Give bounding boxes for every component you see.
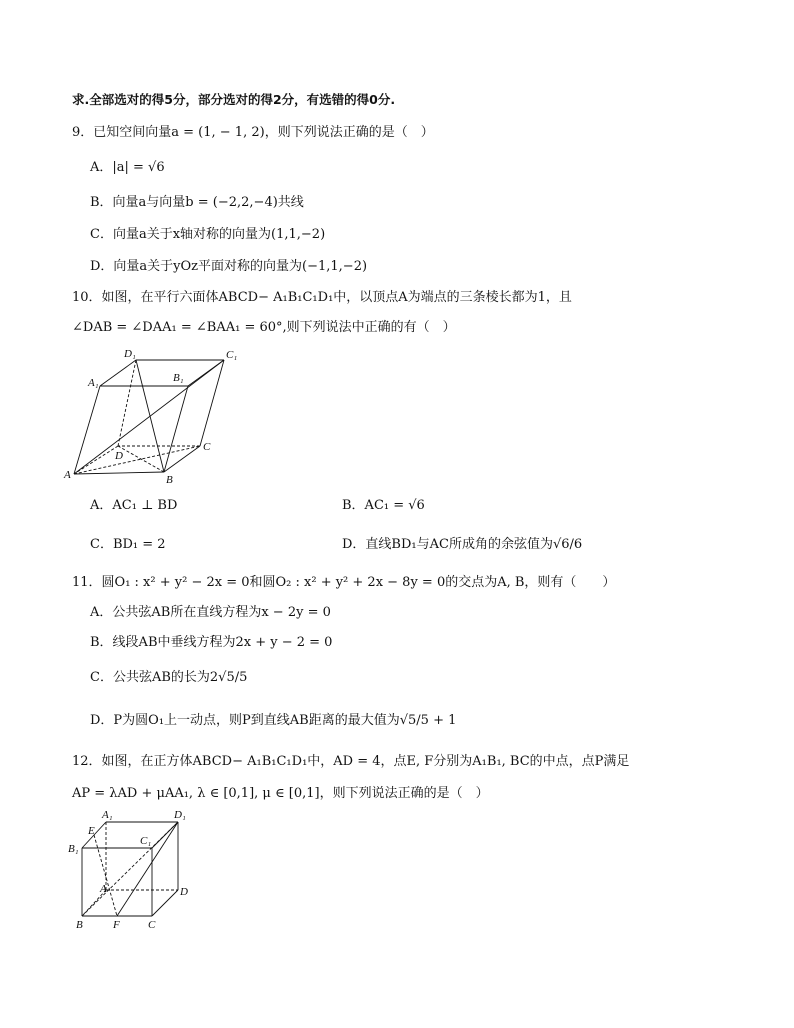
label-a1: A₁ — [88, 377, 99, 389]
parallelepiped-figure — [62, 342, 252, 488]
q10-option-a: A．AC₁ ⊥ BD — [90, 498, 178, 513]
label-c1: C₁ — [226, 349, 238, 361]
q11-stem: 11．圆O₁ : x² + y² − 2x = 0和圆O₂ : x² + y² + 2x − 8y = 0的交点为A, B，则有（ ） — [72, 575, 616, 590]
q10-option-d: D．直线BD₁与AC所成角的余弦值为√6/6 — [342, 537, 583, 552]
q10-option-b: B．AC₁ = √6 — [342, 498, 425, 513]
label-d1: D₁ — [124, 348, 136, 360]
label-cube-b: B — [76, 919, 83, 931]
q9-option-d: D．向量a关于yOz平面对称的向量为(−1,1,−2) — [90, 259, 368, 274]
q11-option-a: A．公共弦AB所在直线方程为x − 2y = 0 — [90, 605, 331, 620]
label-d: D — [115, 450, 123, 462]
label-cube-f: F — [113, 919, 120, 931]
q11-option-b: B．线段AB中垂线方程为2x + y − 2 = 0 — [90, 635, 333, 650]
label-cube-c: C — [148, 919, 156, 931]
q11-option-d: D．P为圆O₁上一动点，则P到直线AB距离的最大值为√5/5 + 1 — [90, 713, 457, 728]
q10-option-c: C．BD₁ = 2 — [90, 537, 166, 552]
q9-stem: 9．已知空间向量a = (1, − 1, 2)，则下列说法正确的是（ ） — [72, 125, 434, 140]
label-cube-b1: B₁ — [68, 843, 79, 855]
label-cube-c1: C₁ — [140, 835, 152, 847]
label-c: C — [203, 441, 211, 453]
cube-figure — [66, 808, 206, 936]
q11-option-c: C．公共弦AB的长为2√5/5 — [90, 670, 248, 685]
instructions-line: 求.全部选对的得5分，部分选对的得2分，有选错的得0分. — [72, 92, 396, 107]
label-cube-e: E — [88, 825, 95, 837]
label-cube-a: A — [100, 883, 107, 895]
label-b1: B₁ — [173, 372, 184, 384]
label-a: A — [64, 469, 71, 481]
q9-option-c: C．向量a关于x轴对称的向量为(1,1,−2) — [90, 227, 326, 242]
q9-option-a: A．|a| = √6 — [90, 160, 165, 175]
label-cube-a1: A₁ — [102, 809, 113, 821]
q12-stem-line2: AP = λAD + μAA₁, λ ∈ [0,1], μ ∈ [0,1]，则下列说法正确的是（ ） — [72, 786, 489, 801]
q10-stem-line1: 10．如图，在平行六面体ABCD− A₁B₁C₁D₁中，以顶点A为端点的三条棱长都为1，且 — [72, 290, 572, 305]
label-cube-d: D — [180, 886, 188, 898]
q10-stem-line2: ∠DAB = ∠DAA₁ = ∠BAA₁ = 60°,则下列说法中正确的有（ ） — [72, 320, 456, 335]
q12-stem-line1: 12．如图，在正方体ABCD− A₁B₁C₁D₁中，AD = 4，点E, F分别为A₁B₁, BC的中点，点P满足 — [72, 754, 630, 769]
label-b: B — [166, 474, 173, 486]
q9-option-b: B．向量a与向量b = (−2,2,−4)共线 — [90, 195, 304, 210]
label-cube-d1: D₁ — [174, 809, 186, 821]
